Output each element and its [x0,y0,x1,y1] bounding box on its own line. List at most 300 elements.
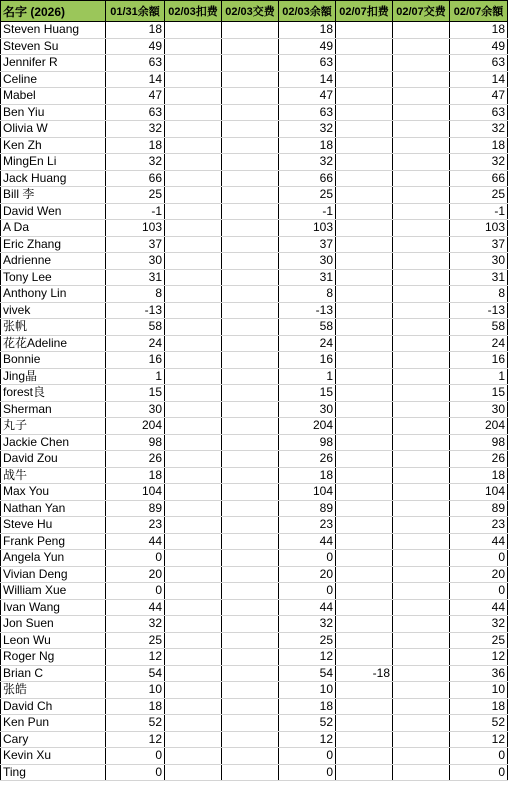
header-payment-0207[interactable]: 02/07交费 [393,1,450,22]
balance-0131-cell[interactable]: 89 [106,500,165,517]
charge-0207-cell[interactable] [336,154,393,171]
payment-0203-cell[interactable] [222,616,279,633]
balance-0203-cell[interactable]: 47 [279,88,336,105]
charge-0207-cell[interactable] [336,731,393,748]
balance-0203-cell[interactable]: 12 [279,649,336,666]
balance-0207-cell[interactable]: 12 [450,649,508,666]
balance-0203-cell[interactable]: 32 [279,121,336,138]
balance-0131-cell[interactable]: 1 [106,368,165,385]
name-cell[interactable]: Steve Hu [1,517,106,534]
balance-0207-cell[interactable]: 49 [450,38,508,55]
name-cell[interactable]: Jack Huang [1,170,106,187]
charge-0203-cell[interactable] [165,88,222,105]
name-cell[interactable]: Jing晶 [1,368,106,385]
balance-0131-cell[interactable]: 32 [106,121,165,138]
charge-0203-cell[interactable] [165,715,222,732]
charge-0203-cell[interactable] [165,616,222,633]
charge-0203-cell[interactable] [165,38,222,55]
charge-0207-cell[interactable] [336,319,393,336]
balance-0131-cell[interactable]: 32 [106,616,165,633]
balance-0207-cell[interactable]: 0 [450,583,508,600]
charge-0203-cell[interactable] [165,533,222,550]
balance-0131-cell[interactable]: 0 [106,764,165,781]
charge-0203-cell[interactable] [165,500,222,517]
name-cell[interactable]: Tony Lee [1,269,106,286]
payment-0207-cell[interactable] [393,121,450,138]
payment-0207-cell[interactable] [393,748,450,765]
charge-0207-cell[interactable] [336,71,393,88]
balance-0207-cell[interactable]: 25 [450,187,508,204]
balance-0207-cell[interactable]: 63 [450,104,508,121]
name-cell[interactable]: Angela Yun [1,550,106,567]
charge-0203-cell[interactable] [165,302,222,319]
balance-0207-cell[interactable]: 20 [450,566,508,583]
charge-0203-cell[interactable] [165,599,222,616]
balance-0203-cell[interactable]: 32 [279,154,336,171]
balance-0131-cell[interactable]: 47 [106,88,165,105]
balance-0207-cell[interactable]: 52 [450,715,508,732]
name-cell[interactable]: Olivia W [1,121,106,138]
charge-0203-cell[interactable] [165,385,222,402]
payment-0203-cell[interactable] [222,500,279,517]
balance-0131-cell[interactable]: -1 [106,203,165,220]
charge-0207-cell[interactable] [336,467,393,484]
payment-0203-cell[interactable] [222,22,279,39]
balance-0207-cell[interactable]: 32 [450,154,508,171]
balance-0203-cell[interactable]: 204 [279,418,336,435]
charge-0203-cell[interactable] [165,236,222,253]
charge-0203-cell[interactable] [165,286,222,303]
charge-0203-cell[interactable] [165,451,222,468]
balance-0131-cell[interactable]: 18 [106,467,165,484]
balance-0131-cell[interactable]: 44 [106,599,165,616]
balance-0203-cell[interactable]: 10 [279,682,336,699]
balance-0207-cell[interactable]: 44 [450,599,508,616]
charge-0203-cell[interactable] [165,698,222,715]
charge-0203-cell[interactable] [165,319,222,336]
name-cell[interactable]: A Da [1,220,106,237]
balance-0207-cell[interactable]: 30 [450,401,508,418]
payment-0207-cell[interactable] [393,88,450,105]
name-cell[interactable]: Steven Su [1,38,106,55]
payment-0207-cell[interactable] [393,253,450,270]
payment-0207-cell[interactable] [393,550,450,567]
balance-0203-cell[interactable]: 18 [279,22,336,39]
payment-0207-cell[interactable] [393,599,450,616]
balance-0203-cell[interactable]: 44 [279,599,336,616]
charge-0207-cell[interactable] [336,517,393,534]
balance-0131-cell[interactable]: 66 [106,170,165,187]
balance-0203-cell[interactable]: 18 [279,698,336,715]
charge-0203-cell[interactable] [165,517,222,534]
header-payment-0203[interactable]: 02/03交费 [222,1,279,22]
payment-0207-cell[interactable] [393,319,450,336]
balance-0131-cell[interactable]: 30 [106,401,165,418]
balance-0207-cell[interactable]: 98 [450,434,508,451]
charge-0207-cell[interactable] [336,236,393,253]
balance-0131-cell[interactable]: 8 [106,286,165,303]
balance-0203-cell[interactable]: 26 [279,451,336,468]
payment-0203-cell[interactable] [222,187,279,204]
payment-0203-cell[interactable] [222,385,279,402]
name-cell[interactable]: Mabel [1,88,106,105]
balance-0207-cell[interactable]: 12 [450,731,508,748]
balance-0207-cell[interactable]: 0 [450,764,508,781]
balance-0203-cell[interactable]: 54 [279,665,336,682]
payment-0203-cell[interactable] [222,649,279,666]
charge-0207-cell[interactable] [336,38,393,55]
charge-0207-cell[interactable] [336,302,393,319]
charge-0207-cell[interactable] [336,698,393,715]
balance-0207-cell[interactable]: -13 [450,302,508,319]
balance-0203-cell[interactable]: 15 [279,385,336,402]
balance-0131-cell[interactable]: 58 [106,319,165,336]
balance-0131-cell[interactable]: 63 [106,55,165,72]
charge-0207-cell[interactable] [336,715,393,732]
name-cell[interactable]: Sherman [1,401,106,418]
header-balance-0203[interactable]: 02/03余額 [279,1,336,22]
payment-0207-cell[interactable] [393,368,450,385]
name-cell[interactable]: Ben Yiu [1,104,106,121]
balance-0203-cell[interactable]: 63 [279,104,336,121]
charge-0207-cell[interactable] [336,88,393,105]
charge-0203-cell[interactable] [165,418,222,435]
charge-0207-cell[interactable] [336,187,393,204]
payment-0203-cell[interactable] [222,352,279,369]
balance-0203-cell[interactable]: 18 [279,467,336,484]
balance-0131-cell[interactable]: 32 [106,154,165,171]
balance-0207-cell[interactable]: -1 [450,203,508,220]
charge-0203-cell[interactable] [165,434,222,451]
name-cell[interactable]: David Zou [1,451,106,468]
name-cell[interactable]: Jon Suen [1,616,106,633]
payment-0203-cell[interactable] [222,451,279,468]
balance-0131-cell[interactable]: 20 [106,566,165,583]
balance-0131-cell[interactable]: 98 [106,434,165,451]
name-cell[interactable]: Roger Ng [1,649,106,666]
charge-0203-cell[interactable] [165,583,222,600]
balance-0131-cell[interactable]: 0 [106,748,165,765]
balance-0207-cell[interactable]: 26 [450,451,508,468]
balance-0131-cell[interactable]: 18 [106,698,165,715]
payment-0203-cell[interactable] [222,269,279,286]
balance-0207-cell[interactable]: 16 [450,352,508,369]
balance-0203-cell[interactable]: 52 [279,715,336,732]
charge-0203-cell[interactable] [165,352,222,369]
name-cell[interactable]: Cary [1,731,106,748]
balance-0203-cell[interactable]: 30 [279,253,336,270]
payment-0207-cell[interactable] [393,154,450,171]
payment-0203-cell[interactable] [222,764,279,781]
payment-0207-cell[interactable] [393,731,450,748]
balance-0131-cell[interactable]: 103 [106,220,165,237]
name-cell[interactable]: William Xue [1,583,106,600]
balance-0203-cell[interactable]: 1 [279,368,336,385]
balance-0207-cell[interactable]: 14 [450,71,508,88]
charge-0203-cell[interactable] [165,484,222,501]
payment-0207-cell[interactable] [393,632,450,649]
payment-0207-cell[interactable] [393,517,450,534]
name-cell[interactable]: 张皓 [1,682,106,699]
balance-0203-cell[interactable]: 20 [279,566,336,583]
charge-0207-cell[interactable] [336,385,393,402]
balance-0203-cell[interactable]: 8 [279,286,336,303]
name-cell[interactable]: Leon Wu [1,632,106,649]
payment-0203-cell[interactable] [222,748,279,765]
payment-0207-cell[interactable] [393,335,450,352]
payment-0203-cell[interactable] [222,302,279,319]
payment-0203-cell[interactable] [222,731,279,748]
name-cell[interactable]: MingEn Li [1,154,106,171]
charge-0203-cell[interactable] [165,137,222,154]
payment-0203-cell[interactable] [222,368,279,385]
balance-0207-cell[interactable]: 18 [450,22,508,39]
balance-0131-cell[interactable]: 25 [106,632,165,649]
payment-0207-cell[interactable] [393,71,450,88]
balance-0203-cell[interactable]: 104 [279,484,336,501]
balance-0207-cell[interactable]: 8 [450,286,508,303]
payment-0203-cell[interactable] [222,583,279,600]
name-cell[interactable]: Vivian Deng [1,566,106,583]
payment-0203-cell[interactable] [222,599,279,616]
payment-0203-cell[interactable] [222,550,279,567]
charge-0207-cell[interactable] [336,352,393,369]
charge-0203-cell[interactable] [165,121,222,138]
balance-0207-cell[interactable]: 89 [450,500,508,517]
balance-0203-cell[interactable]: 23 [279,517,336,534]
payment-0203-cell[interactable] [222,484,279,501]
balance-0203-cell[interactable]: 30 [279,401,336,418]
charge-0207-cell[interactable] [336,533,393,550]
payment-0203-cell[interactable] [222,253,279,270]
charge-0207-cell[interactable] [336,550,393,567]
balance-0203-cell[interactable]: 31 [279,269,336,286]
balance-0203-cell[interactable]: -13 [279,302,336,319]
payment-0207-cell[interactable] [393,22,450,39]
payment-0203-cell[interactable] [222,682,279,699]
charge-0203-cell[interactable] [165,566,222,583]
charge-0207-cell[interactable] [336,269,393,286]
charge-0203-cell[interactable] [165,269,222,286]
header-charge-0207[interactable]: 02/07扣费 [336,1,393,22]
balance-0207-cell[interactable]: 1 [450,368,508,385]
balance-0203-cell[interactable]: 66 [279,170,336,187]
payment-0207-cell[interactable] [393,698,450,715]
balance-0131-cell[interactable]: 0 [106,583,165,600]
balance-0207-cell[interactable]: 0 [450,748,508,765]
charge-0207-cell[interactable] [336,418,393,435]
name-cell[interactable]: David Wen [1,203,106,220]
payment-0203-cell[interactable] [222,434,279,451]
balance-0203-cell[interactable]: 25 [279,187,336,204]
payment-0203-cell[interactable] [222,286,279,303]
balance-0131-cell[interactable]: 12 [106,649,165,666]
charge-0203-cell[interactable] [165,682,222,699]
balance-0207-cell[interactable]: 30 [450,253,508,270]
payment-0207-cell[interactable] [393,434,450,451]
balance-0203-cell[interactable]: 63 [279,55,336,72]
payment-0203-cell[interactable] [222,38,279,55]
name-cell[interactable]: Bonnie [1,352,106,369]
balance-0207-cell[interactable]: 31 [450,269,508,286]
name-cell[interactable]: Jackie Chen [1,434,106,451]
balance-0203-cell[interactable]: -1 [279,203,336,220]
name-cell[interactable]: 张帆 [1,319,106,336]
balance-0131-cell[interactable]: 31 [106,269,165,286]
charge-0203-cell[interactable] [165,467,222,484]
payment-0207-cell[interactable] [393,616,450,633]
charge-0203-cell[interactable] [165,748,222,765]
balance-0131-cell[interactable]: 52 [106,715,165,732]
payment-0207-cell[interactable] [393,170,450,187]
balance-0207-cell[interactable]: 24 [450,335,508,352]
charge-0207-cell[interactable] [336,484,393,501]
balance-0131-cell[interactable]: 54 [106,665,165,682]
balance-0207-cell[interactable]: 47 [450,88,508,105]
balance-0207-cell[interactable]: 15 [450,385,508,402]
charge-0203-cell[interactable] [165,104,222,121]
payment-0203-cell[interactable] [222,88,279,105]
balance-0131-cell[interactable]: 15 [106,385,165,402]
charge-0207-cell[interactable] [336,55,393,72]
charge-0203-cell[interactable] [165,22,222,39]
balance-0131-cell[interactable]: 49 [106,38,165,55]
balance-0203-cell[interactable]: 103 [279,220,336,237]
balance-0207-cell[interactable]: 23 [450,517,508,534]
charge-0207-cell[interactable] [336,220,393,237]
balance-0207-cell[interactable]: 32 [450,616,508,633]
payment-0203-cell[interactable] [222,335,279,352]
balance-0131-cell[interactable]: 25 [106,187,165,204]
payment-0207-cell[interactable] [393,269,450,286]
name-cell[interactable]: Max You [1,484,106,501]
charge-0207-cell[interactable] [336,682,393,699]
name-cell[interactable]: 战牛 [1,467,106,484]
header-charge-0203[interactable]: 02/03扣费 [165,1,222,22]
charge-0207-cell[interactable] [336,368,393,385]
payment-0207-cell[interactable] [393,187,450,204]
balance-0203-cell[interactable]: 44 [279,533,336,550]
charge-0207-cell[interactable] [336,748,393,765]
name-cell[interactable]: forest良 [1,385,106,402]
payment-0203-cell[interactable] [222,71,279,88]
balance-0207-cell[interactable]: 204 [450,418,508,435]
name-cell[interactable]: David Ch [1,698,106,715]
charge-0207-cell[interactable] [336,203,393,220]
charge-0207-cell[interactable] [336,566,393,583]
balance-0207-cell[interactable]: 103 [450,220,508,237]
payment-0207-cell[interactable] [393,286,450,303]
charge-0207-cell[interactable] [336,500,393,517]
charge-0203-cell[interactable] [165,731,222,748]
name-cell[interactable]: Ken Pun [1,715,106,732]
balance-0203-cell[interactable]: 18 [279,137,336,154]
balance-0203-cell[interactable]: 14 [279,71,336,88]
payment-0203-cell[interactable] [222,632,279,649]
payment-0207-cell[interactable] [393,533,450,550]
charge-0207-cell[interactable] [336,616,393,633]
name-cell[interactable]: Frank Peng [1,533,106,550]
payment-0203-cell[interactable] [222,170,279,187]
balance-0207-cell[interactable]: 58 [450,319,508,336]
charge-0203-cell[interactable] [165,154,222,171]
charge-0207-cell[interactable] [336,434,393,451]
charge-0207-cell[interactable]: -18 [336,665,393,682]
balance-0203-cell[interactable]: 58 [279,319,336,336]
payment-0207-cell[interactable] [393,104,450,121]
balance-0207-cell[interactable]: 32 [450,121,508,138]
charge-0203-cell[interactable] [165,55,222,72]
charge-0203-cell[interactable] [165,220,222,237]
charge-0207-cell[interactable] [336,401,393,418]
name-cell[interactable]: Steven Huang [1,22,106,39]
payment-0207-cell[interactable] [393,55,450,72]
balance-0203-cell[interactable]: 37 [279,236,336,253]
payment-0207-cell[interactable] [393,236,450,253]
balance-0131-cell[interactable]: 16 [106,352,165,369]
balance-0203-cell[interactable]: 0 [279,550,336,567]
payment-0207-cell[interactable] [393,467,450,484]
balance-0207-cell[interactable]: 63 [450,55,508,72]
balance-0131-cell[interactable]: 23 [106,517,165,534]
header-balance-0131[interactable]: 01/31余額 [106,1,165,22]
balance-0203-cell[interactable]: 89 [279,500,336,517]
charge-0203-cell[interactable] [165,665,222,682]
balance-0131-cell[interactable]: -13 [106,302,165,319]
payment-0207-cell[interactable] [393,137,450,154]
payment-0207-cell[interactable] [393,566,450,583]
name-cell[interactable]: Ivan Wang [1,599,106,616]
balance-0131-cell[interactable]: 18 [106,137,165,154]
balance-0207-cell[interactable]: 37 [450,236,508,253]
balance-0207-cell[interactable]: 25 [450,632,508,649]
balance-0131-cell[interactable]: 26 [106,451,165,468]
charge-0203-cell[interactable] [165,632,222,649]
charge-0203-cell[interactable] [165,203,222,220]
payment-0207-cell[interactable] [393,583,450,600]
charge-0203-cell[interactable] [165,335,222,352]
payment-0203-cell[interactable] [222,418,279,435]
payment-0203-cell[interactable] [222,319,279,336]
balance-0207-cell[interactable]: 66 [450,170,508,187]
balance-0203-cell[interactable]: 0 [279,764,336,781]
balance-0203-cell[interactable]: 0 [279,583,336,600]
charge-0203-cell[interactable] [165,187,222,204]
charge-0207-cell[interactable] [336,632,393,649]
name-cell[interactable]: Adrienne [1,253,106,270]
balance-0131-cell[interactable]: 18 [106,22,165,39]
payment-0203-cell[interactable] [222,665,279,682]
payment-0203-cell[interactable] [222,467,279,484]
payment-0207-cell[interactable] [393,385,450,402]
charge-0203-cell[interactable] [165,368,222,385]
name-cell[interactable]: Jennifer R [1,55,106,72]
balance-0131-cell[interactable]: 104 [106,484,165,501]
balance-0131-cell[interactable]: 12 [106,731,165,748]
balance-0131-cell[interactable]: 204 [106,418,165,435]
balance-0203-cell[interactable]: 12 [279,731,336,748]
name-cell[interactable]: Ting [1,764,106,781]
payment-0207-cell[interactable] [393,220,450,237]
payment-0203-cell[interactable] [222,104,279,121]
balance-0131-cell[interactable]: 24 [106,335,165,352]
payment-0207-cell[interactable] [393,302,450,319]
payment-0207-cell[interactable] [393,38,450,55]
balance-0203-cell[interactable]: 24 [279,335,336,352]
balance-0207-cell[interactable]: 104 [450,484,508,501]
payment-0207-cell[interactable] [393,665,450,682]
payment-0203-cell[interactable] [222,566,279,583]
